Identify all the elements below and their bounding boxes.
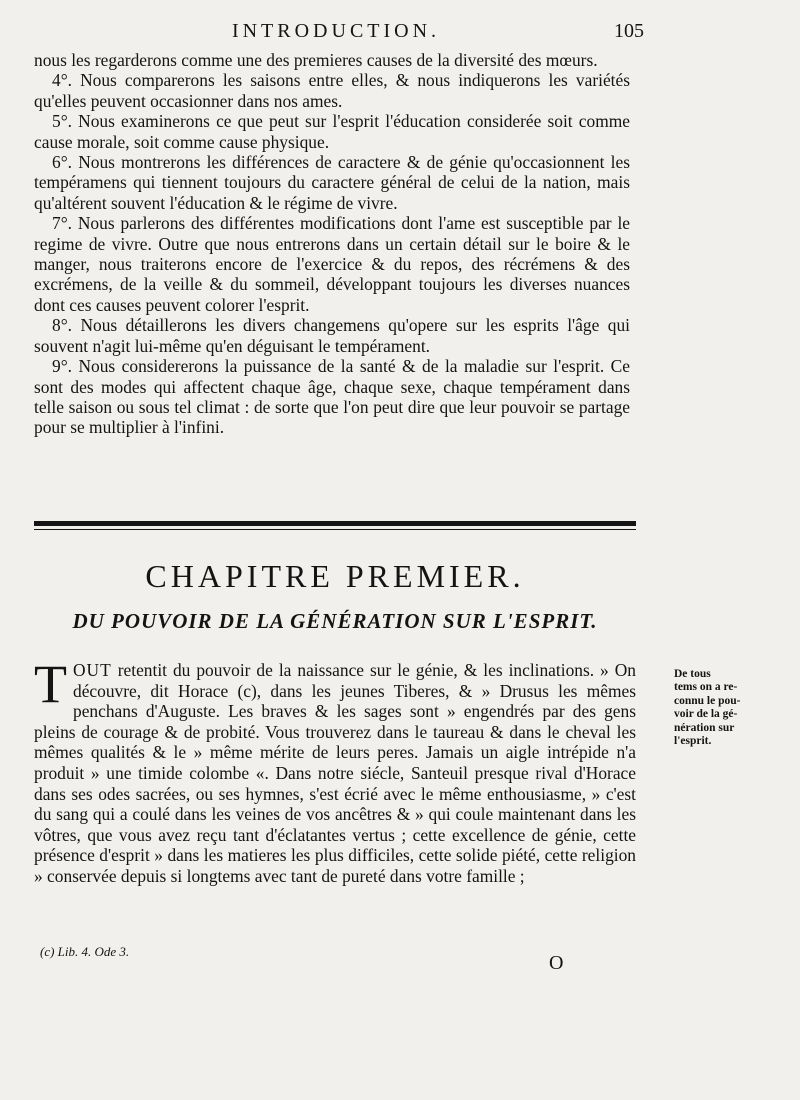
opening-word: OUT xyxy=(73,660,112,680)
divider-thin-rule xyxy=(34,529,636,530)
margin-note-line: nération sur xyxy=(674,721,735,734)
paragraph: 9°. Nous considererons la puissance de la santé & de la maladie sur l'esprit. Ce sont des modes qui affectent chaque âge, chaque sexe, chaque tempérament dans telle saison ou sous tel climat : de sorte que l'on peut dire que leur pouvoir se partage pour se multiplier à l'infini. xyxy=(34,356,630,438)
paragraph: 8°. Nous détaillerons les divers changemens qu'opere sur les esprits l'âge qui souvent n'agit lui-même qu'en déguisant le tempérament. xyxy=(34,315,630,356)
running-title: INTRODUCTION. xyxy=(231,20,441,42)
chapter-title: CHAPITRE PREMIER. xyxy=(145,558,525,594)
divider-thick-rule xyxy=(34,521,636,526)
margin-note-line: tems on a re- xyxy=(674,681,738,694)
paragraph: nous les regarderons comme une des premieres causes de la diversité des mœurs. xyxy=(34,50,598,70)
chapter-text: retentit du pouvoir de la naissance sur le génie, & les inclinations. » On découvre, dit Horace (c), dans les jeunes Tiberes, & » Drusus les mêmes penchans d'Auguste. Les braves & les sages sont » engendrés par des gens pleins de courage & de probité. Vous trouverez dans le taureau & dans le cheval les mêmes qualités & le » même mérite de leurs peres. Jamais un aigle intrépide n'a produit » une timide colombe «. Dans notre siécle, Santeuil presque rival d'Horace dans ses odes sacrées, ou ses hymnes, s'est écrié avec le même enthousiasme, » c'est du sang qui a coulé dans les veines de vos ancêtres & » qui coule maintenant dans les vôtres, que vous avez reçu tant d'éclatantes vertus ; cette excellence de génie, cette présence d'esprit » dans les matieres les plus difficiles, cette solide piété, cette religion » conservée depuis si longtems avec tant de pureté dans votre famille ; xyxy=(34,660,636,886)
margin-note xyxy=(674,668,740,748)
running-head xyxy=(36,20,644,44)
drop-cap: T xyxy=(34,654,67,714)
signature-mark: O xyxy=(549,952,564,974)
paragraph: 4°. Nous comparerons les saisons entre elles, & nous indiquerons les variétés qu'elles peuvent occasionner dans nos ames. xyxy=(34,70,630,111)
chapter-subtitle: DU POUVOIR DE LA GÉNÉRATION SUR L'ESPRIT. xyxy=(72,609,598,633)
paragraph: 6°. Nous montrerons les différences de caractere & de génie qu'occasionnent les tempéramens qui tiennent toujours du caractere général de celui de la nation, mais qu'altérent souvent l'éducation & le régime de vivre. xyxy=(34,152,630,213)
introduction-text xyxy=(34,50,630,438)
margin-note-line: De tous xyxy=(674,668,711,680)
footnote: (c) Lib. 4. Ode 3. xyxy=(40,944,130,959)
paragraph: 7°. Nous parlerons des différentes modifications dont l'ame est susceptible par le regime de vivre. Outre que nous entrerons dans un certain détail sur le boire & le manger, nous traiterons encore de l'exercice & du repos, des récrémens & des excrémens, de la veille & du sommeil, développant toujours les diverses nuances dont ces causes peuvent colorer l'esprit. xyxy=(34,213,630,315)
margin-note-line: l'esprit. xyxy=(674,735,712,748)
margin-note-line: voir de la gé- xyxy=(674,708,738,721)
chapter-body xyxy=(34,654,636,887)
page-number: 105 xyxy=(614,20,644,42)
margin-note-line: connu le pou- xyxy=(674,694,741,707)
section-divider xyxy=(34,521,636,530)
paragraph: 5°. Nous examinerons ce que peut sur l'esprit l'éducation considerée soit comme cause morale, soit comme cause physique. xyxy=(34,111,630,152)
